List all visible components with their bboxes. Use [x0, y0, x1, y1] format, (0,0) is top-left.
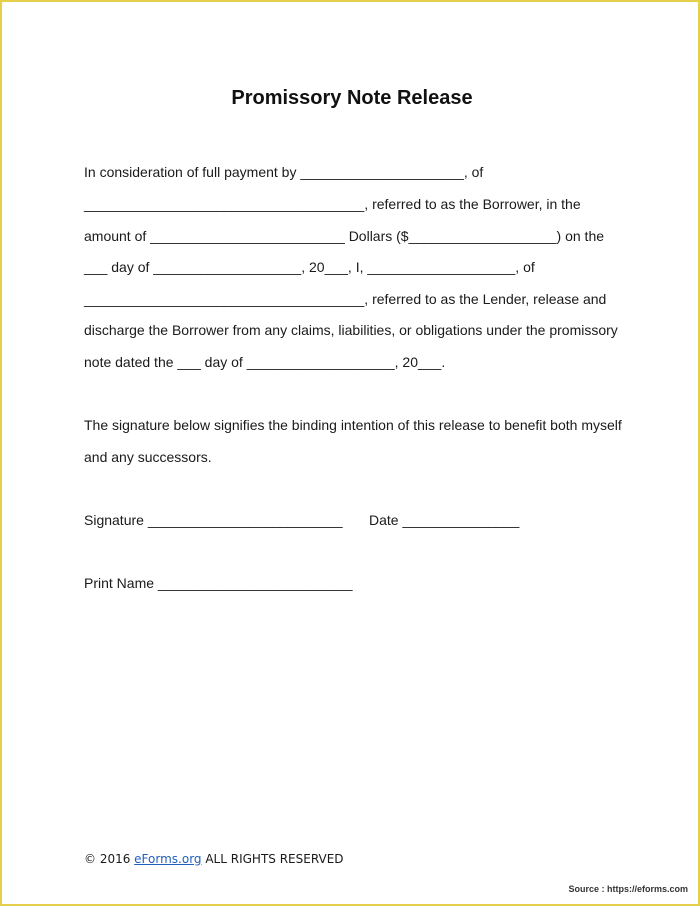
document-title: Promissory Note Release: [231, 87, 473, 109]
body-line-6: discharge the Borrower from any claims, liabilities, or obligations under the promissory: [84, 322, 618, 338]
body-line-7: note dated the ___ day of ___________________, 20___.: [84, 354, 446, 370]
source-credit: Source : https://eforms.com: [568, 884, 688, 894]
footer-prefix: © 2016: [84, 852, 135, 866]
body-line-2: ____________________________________, referred to as the Borrower, in the: [84, 196, 581, 212]
body-line-3: amount of _________________________ Dollars ($___________________) on the: [84, 228, 605, 244]
signature-paragraph-line-1: The signature below signifies the binding intention of this release to benefit both myself: [84, 417, 622, 433]
signature-field: Signature _________________________: [84, 512, 343, 528]
body-line-1: In consideration of full payment by _____________________, of: [84, 164, 484, 180]
body-line-5: ____________________________________, referred to as the Lender, release and: [84, 291, 607, 307]
body-line-4: ___ day of ___________________, 20___, I, ___________________, of: [84, 259, 535, 275]
eforms-link[interactable]: eForms.org: [134, 852, 202, 866]
date-field: Date _______________: [369, 512, 520, 528]
signature-paragraph-line-2: and any successors.: [84, 449, 212, 465]
footer-suffix: ALL RIGHTS RESERVED: [201, 852, 344, 866]
print-name-field: Print Name _________________________: [84, 575, 353, 591]
copyright-footer: [84, 851, 344, 867]
